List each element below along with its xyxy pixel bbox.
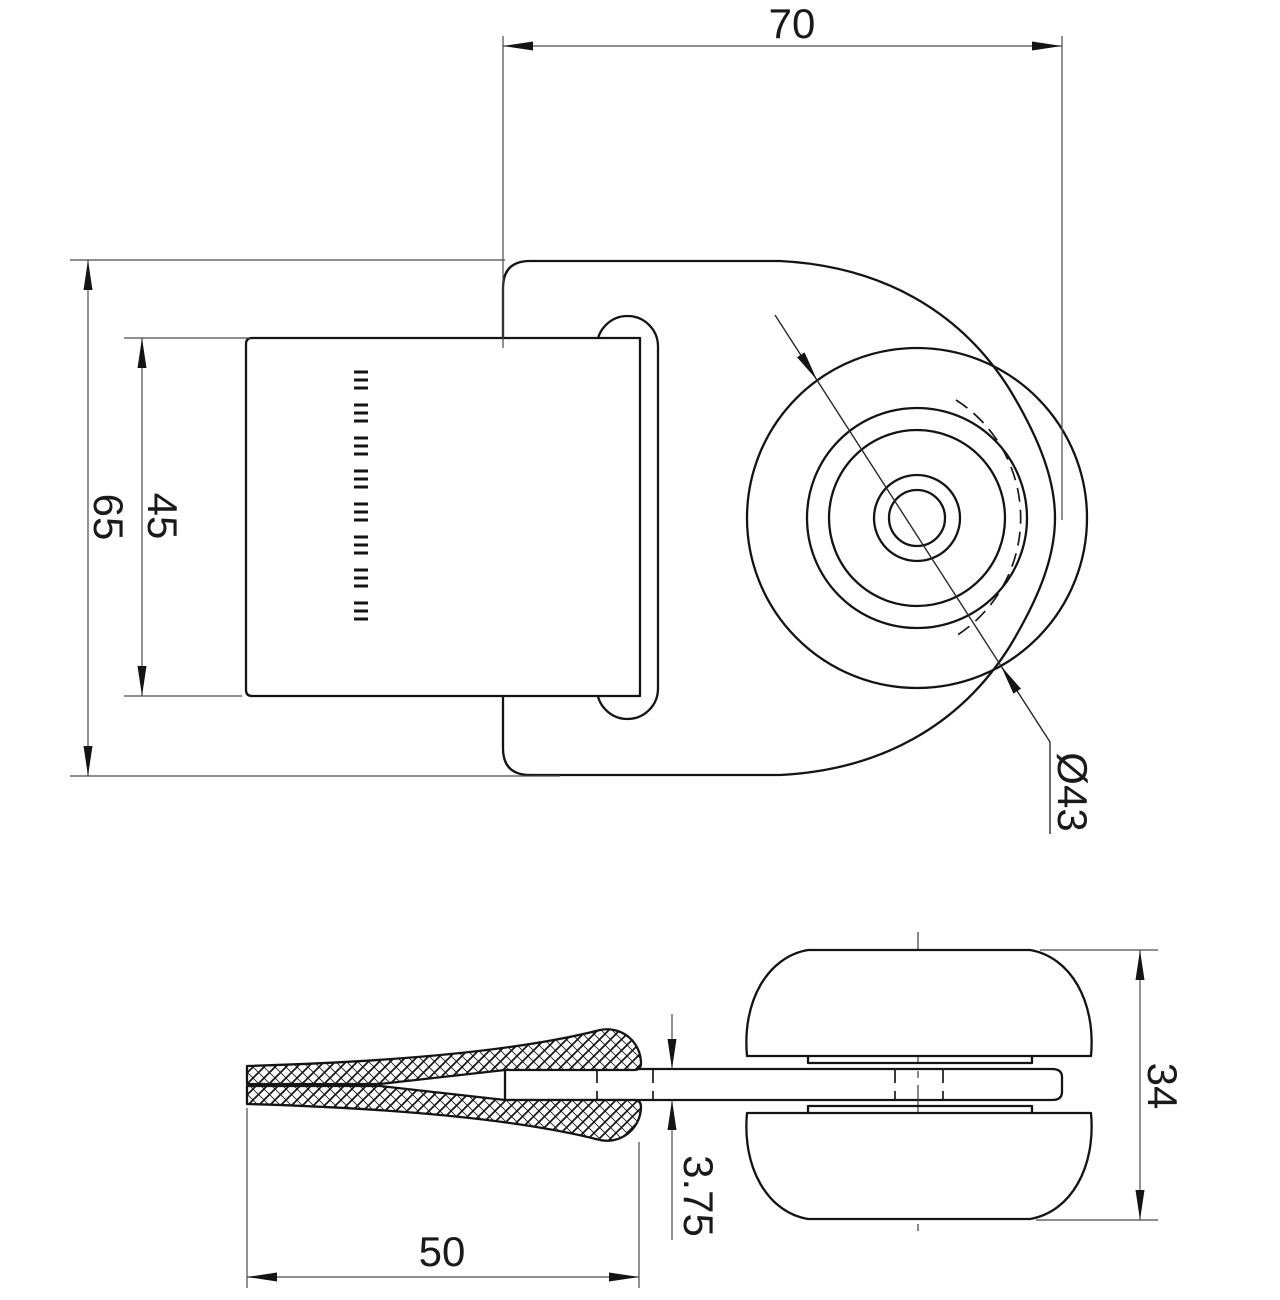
dome-lower	[746, 1113, 1091, 1219]
dim-strap-length: 50	[418, 1228, 466, 1275]
dim-strap-width: 45	[139, 492, 186, 540]
dome-upper	[746, 950, 1091, 1056]
diameter-arrow-lower	[1001, 666, 1021, 694]
dim-45-group	[124, 338, 250, 696]
dim-plate-thickness: 3.75	[675, 1155, 722, 1237]
dim-height: 65	[85, 493, 132, 541]
dim-side-height: 34	[1139, 1062, 1186, 1110]
dim-ball-diameter: Ø43	[1049, 752, 1096, 832]
dim-width: 70	[768, 0, 816, 47]
buckle-plate	[505, 1069, 1062, 1100]
top-view	[70, 0, 1096, 834]
side-view	[247, 932, 1186, 1288]
strap-top-view	[246, 338, 640, 696]
dim-375-group	[668, 1014, 723, 1240]
